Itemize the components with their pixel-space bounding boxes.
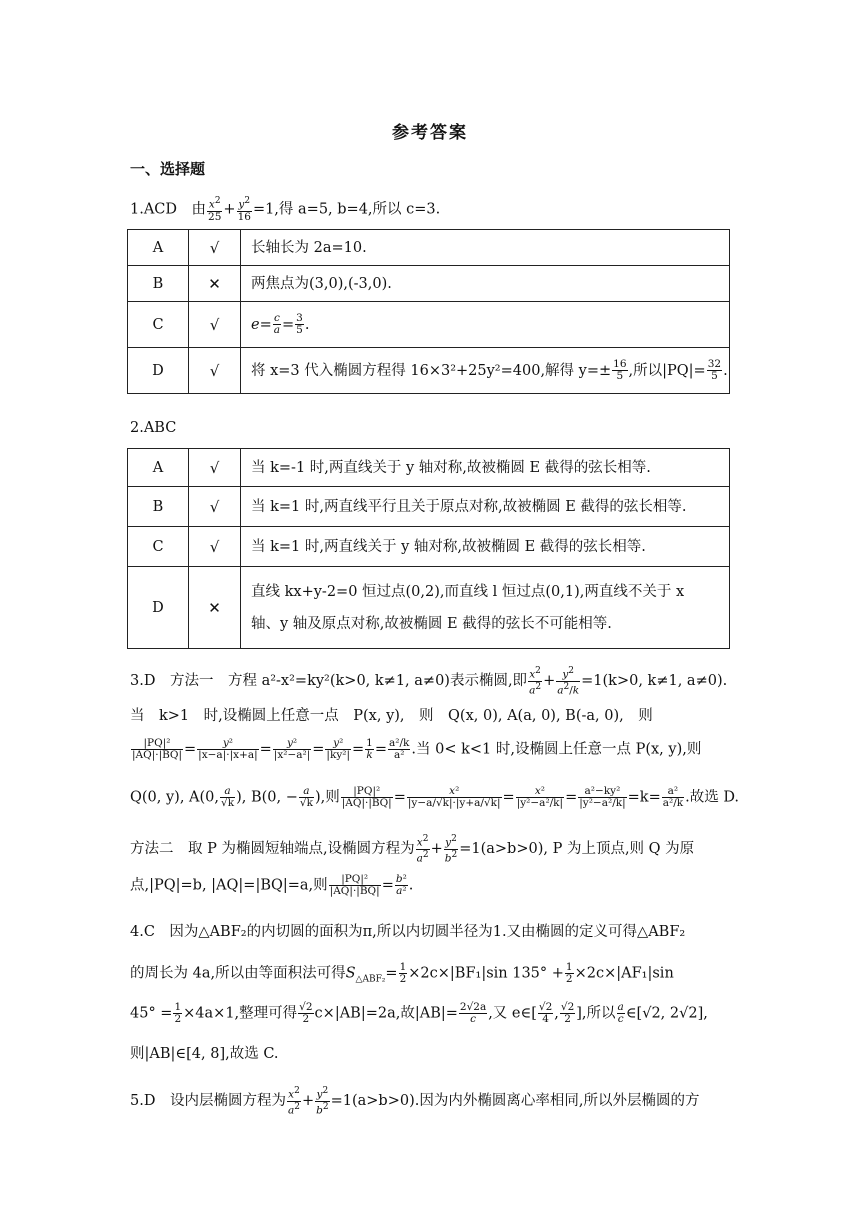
page-title: 参考答案 [392,123,468,143]
q3-line-3: $\frac{\text{|PQ|²}}{|AQ|\cdot|BQ|}$ = $\frac{\text{y²}}{|x-a|\cdot|x+a|}$ = $\frac{\text{y²}}{\text{|x²−a²|}}$ = $\frac{\text{y²}}{\text{|ky²|}}$ = $\frac{1}{k}$ = $\frac{\text{a²/k}}{\text{a²}}$ .当 0< k<1 时,设椭圆上任意一点 P(x, y),则 [132,737,702,761]
table-row: D ✕ 直线 kx+y-2=0 恒过点(0,2),而直线 l 恒过点(0,1),两直线不关于 x 轴、y 轴及原点对称,故被椭圆 E 截得的弦长不可能相等. [128,567,730,649]
table-row: D √ 将 x=3 代入椭圆方程得 16×3²+25y²=400,解得 y=± $\frac{16}{5}$ ,所以|PQ|= $\frac{32}{5}$ . [128,348,730,394]
table-row: A √ 长轴长为 2a=10. [128,230,730,266]
q2-table [127,448,730,649]
q1-lead: 1.ACD 由 $\frac{x^2}{25}$ + $\frac{y^2}{16}$ =1,得 a=5, b=4,所以 c=3. [130,196,441,223]
q1-table [127,229,730,394]
q4-line-4: 则|AB|∈[4, 8],故选 C. [130,1046,279,1062]
q4-line-3: 45° = $\frac{1}{2}$ ×4a×1,整理可得 $\frac{√2}{2}$ c×|AB|=2a,故|AB|= $\frac{2√2a}{c}$ ,又 e∈[ $\frac{√2}{4}$ , $\frac{√2}{2}$ ],所以 $\frac{a}{c}$ ∈[√2, 2√2], [130,1001,708,1025]
table-row: A √ 当 k=-1 时,两直线关于 y 轴对称,故被椭圆 E 截得的弦长相等. [128,449,730,487]
q3-method2-line-2: 点,|PQ|=b, |AQ|=|BQ|=a,则 $\frac{\text{|PQ|²}}{|AQ|\cdot|BQ|}$ = $\frac{\text{b²}}{\text{a²}}$ . [130,873,414,897]
section-heading: 一、选择题 [130,160,206,178]
q4-line-1: 4.C 因为△ABF₂的内切圆的面积为π,所以内切圆半径为1.又由椭圆的定义可得△ABF₂ [130,924,686,940]
table-row: B √ 当 k=1 时,两直线平行且关于原点对称,故被椭圆 E 截得的弦长相等. [128,487,730,527]
table-row: C √ e= $\frac{c}{a}$ = $\frac{3}{5}$ . [128,302,730,348]
q2-lead: 2.ABC [130,420,177,436]
q5-line-1: 5.D 设内层椭圆方程为 $\frac{x^2}{a^2}$ + $\frac{y^2}{b^2}$ =1(a>b>0).因为内外椭圆离心率相同,所以外层椭圆的方 [130,1086,700,1116]
table-row: B ✕ 两焦点为(3,0),(-3,0). [128,266,730,302]
q3-line-1: 3.D 方法一 方程 a²-x²=ky²(k>0, k≠1, a≠0)表示椭圆,即 $\frac{x^2}{a^2}$ + $\frac{y^2}{a^2/k}$ =1(k>0, k≠1, a≠0). [130,666,728,696]
q3-line-2: 当 k>1 时,设椭圆上任意一点 P(x, y), 则 Q(x, 0), A(a, 0), B(-a, 0), 则 [130,708,653,724]
q3-line-4: Q(0, y), A(0, $\frac{a}{√k}$ ), B(0, − $\frac{a}{√k}$ ),则 $\frac{\text{|PQ|²}}{|AQ|\cdot|BQ|}$ = $\frac{\text{x²}}{|y-a/√k|\cdot|y+a/√k|}$ = $\frac{\text{x²}}{\text{|y²−a²/k|}}$ = $\frac{\text{a²−ky²}}{\text{|y²−a²/k|}}$ =k= $\frac{\text{a²}}{\text{a²/k}}$ .故选 D. [130,785,740,809]
q1-row-c-text: e= $\frac{c}{a}$ = $\frac{3}{5}$ . [241,302,730,348]
table-row: C √ 当 k=1 时,两直线关于 y 轴对称,故被椭圆 E 截得的弦长相等. [128,527,730,567]
q3-method2-line-1: 方法二 取 P 为椭圆短轴端点,设椭圆方程为 $\frac{x^2}{a^2}$ + $\frac{y^2}{b^2}$ =1(a>b>0), P 为上顶点,则 Q 为原 [130,834,695,864]
q4-line-2: 的周长为 4a,所以由等面积法可得$S_{\triangle ABF_2}=$ $\frac{1}{2}$ ×2c×|BF₁|sin 135° + $\frac{1}{2}$ ×2c×|AF₁|sin [130,961,674,985]
